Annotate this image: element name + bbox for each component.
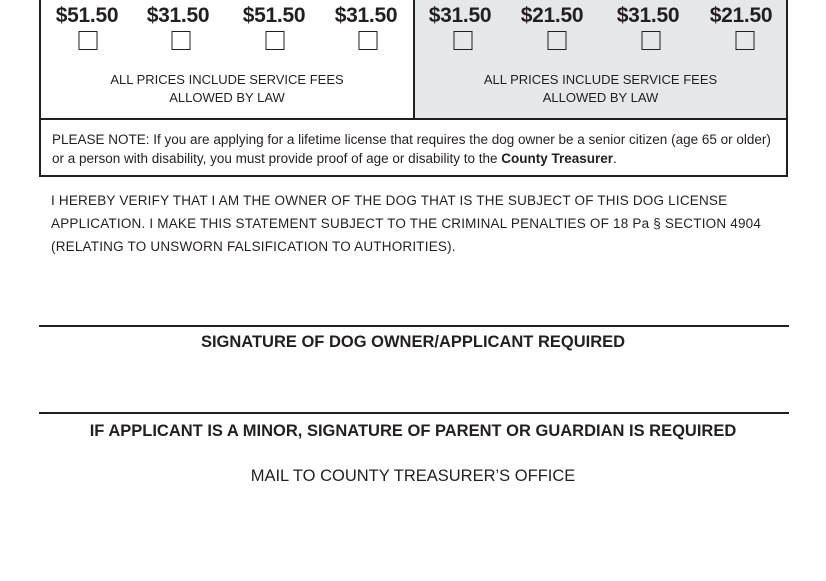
price-option-1: $51.50 [55, 4, 119, 27]
please-note-box [39, 120, 788, 177]
fee-note-line-2: ALLOWED BY LAW [169, 90, 285, 105]
price-option-8: $21.50 [709, 4, 773, 27]
price-option-7: $31.50 [616, 4, 680, 27]
price-option-8-checkbox[interactable] [736, 31, 755, 50]
price-option-2: $31.50 [146, 4, 210, 27]
price-option-5-checkbox[interactable] [454, 31, 473, 50]
price-option-5: $31.50 [428, 4, 492, 27]
guardian-signature-line[interactable] [39, 412, 789, 414]
fee-note-line-1: ALL PRICES INCLUDE SERVICE FEES [110, 72, 344, 87]
price-option-4-checkbox[interactable] [359, 31, 378, 50]
fee-note-line-1: ALL PRICES INCLUDE SERVICE FEES [483, 72, 718, 87]
please-note-text: PLEASE NOTE: If you are applying for a lifetime license that requires the dog owner be a senior citizen (age 65 or older) or a person with disability, you must provide proof of age or disability to the [52, 132, 771, 166]
fee-note [415, 71, 786, 107]
price-option-1-checkbox[interactable] [79, 31, 98, 50]
price-panel-standard [41, 0, 415, 118]
price-option-3: $51.50 [242, 4, 306, 27]
owner-signature-line[interactable] [39, 325, 789, 327]
county-treasurer-emphasis: County Treasurer [501, 151, 614, 166]
owner-signature-label: SIGNATURE OF DOG OWNER/APPLICANT REQUIRED [200, 333, 626, 351]
price-option-2-checkbox[interactable] [172, 31, 191, 50]
please-note-period: . [613, 151, 617, 166]
price-option-7-checkbox[interactable] [642, 31, 661, 50]
verification-line-2: APPLICATION. I MAKE THIS STATEMENT SUBJECT TO THE CRIMINAL PENALTIES OF 18 Pa § SECTION 4904 [51, 216, 762, 231]
price-option-6: $21.50 [520, 4, 584, 27]
mail-to-label: MAIL TO COUNTY TREASURER’S OFFICE [250, 467, 576, 485]
guardian-signature-label: IF APPLICANT IS A MINOR, SIGNATURE OF PARENT OR GUARDIAN IS REQUIRED [89, 422, 737, 440]
price-options-box [39, 0, 788, 120]
fee-note-line-2: ALLOWED BY LAW [542, 90, 659, 105]
verification-line-1: I HEREBY VERIFY THAT I AM THE OWNER OF THE DOG THAT IS THE SUBJECT OF THIS DOG LICENSE [51, 193, 728, 208]
price-option-6-checkbox[interactable] [548, 31, 567, 50]
verification-statement [51, 189, 786, 258]
fee-note [41, 71, 413, 107]
price-panel-reduced [415, 0, 786, 118]
verification-line-3: (RELATING TO UNSWORN FALSIFICATION TO AUTHORITIES). [51, 239, 456, 254]
price-option-3-checkbox[interactable] [266, 31, 285, 50]
price-option-4: $31.50 [334, 4, 398, 27]
